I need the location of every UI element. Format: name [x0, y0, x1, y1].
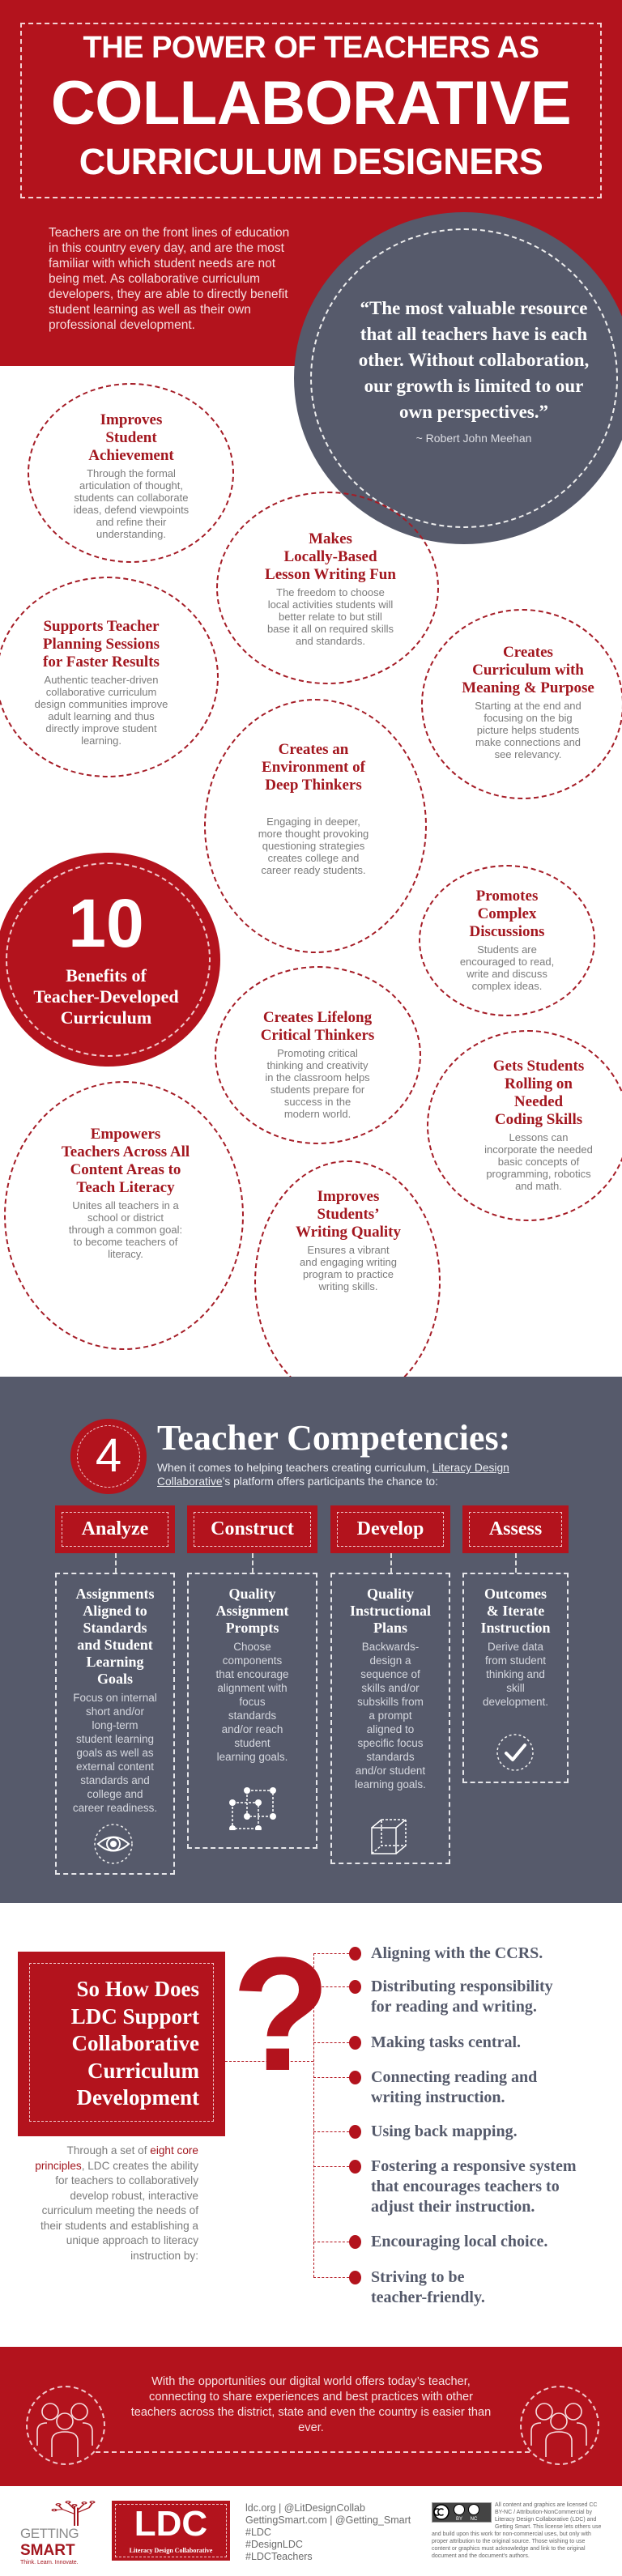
column-text: Choose components that encourage alignment with focus standards and/or reach student learning goals. [215, 1641, 289, 1763]
hashtag: #DesignLDC [245, 2539, 303, 2550]
bullet-dot-icon [349, 1980, 361, 1994]
benefit-title: Promotes Complex Discussions [469, 888, 545, 940]
intro-text: Teachers are on the front lines of education in this country every day, and are the most familiar with which student needs are not being met. As collaborative curriculum developers, they are able to directly benefit student learning as well as their own professional development. [49, 226, 290, 332]
intro-text: ’s platform offers participants the chance to: [222, 1475, 438, 1488]
footer-links [245, 2502, 411, 2563]
core-principles-highlight: eight core principles [35, 2144, 198, 2172]
column-text: Backwards- design a sequence of skills and/or subskills from a prompt aligned to specific focus standards and/or student learning goals. [355, 1641, 426, 1790]
competencies-number: 4 [95, 1429, 122, 1482]
logo-text: GETTING [20, 2526, 79, 2541]
network-icon [228, 1786, 276, 1830]
principles-vertical-line [313, 1953, 314, 2277]
benefit-coding-skills [425, 1058, 622, 1192]
benefit-text: Students are encouraged to read, write and discuss complex ideas. [459, 943, 555, 992]
bullet-dot-icon [349, 2271, 361, 2284]
title-line-2: COLLABORATIVE [50, 69, 572, 138]
logo-subtitle: Literacy Design Collaborative [129, 2547, 213, 2554]
benefit-text: Lessons can incorporate the needed basic concepts of programming, robotics and math. [484, 1131, 593, 1192]
bullet-dot-icon [349, 2036, 361, 2050]
tab-label: Analyze [62, 1512, 168, 1547]
connector-line [515, 1553, 517, 1573]
ldc-paragraph [24, 2144, 198, 2263]
principle-text: Distributing responsibility for reading and writing. [371, 1978, 553, 2016]
benefit-text: Authentic teacher-driven collaborative curriculum design communities improve adult learning and thus directly improve student learning. [34, 674, 168, 747]
ldc-logo[interactable] [112, 2501, 230, 2561]
banner-connector-line [96, 2451, 530, 2453]
benefit-title: Creates an Environment of Deep Thinkers [262, 741, 365, 794]
column-heading: Quality Assignment Prompts [215, 1586, 289, 1636]
cube-icon [370, 1818, 407, 1855]
banner-text: With the opportunities our digital world offers today’s teacher, connecting to share experiences and best practices with other teachers across the district, state and even the country is easier than ever. [130, 2375, 492, 2434]
cc-icon [432, 2503, 490, 2521]
connector-line [115, 1553, 117, 1573]
benefit-title: Gets Students Rolling on Needed Coding Skills [492, 1058, 585, 1128]
benefit-text: Ensures a vibrant and engaging writing program to practice writing skills. [300, 1244, 397, 1292]
intro-text: When it comes to helping teachers creating curriculum, [157, 1462, 432, 1474]
footer-link[interactable]: GettingSmart.com | @Getting_Smart [245, 2514, 411, 2526]
tab-construct [187, 1505, 317, 1553]
connector-line [313, 2166, 349, 2167]
column-heading: Assignments Aligned to Standards and Student Learning Goals [75, 1586, 155, 1687]
benefit-text: Through the formal articulation of thought, students can collaborate ideas, defend viewpoints and refine their understanding. [73, 467, 190, 540]
tree-icon [50, 2498, 99, 2526]
tab-label: Develop [337, 1512, 444, 1547]
benefit-title: Makes Locally-Based Lesson Writing Fun [265, 530, 396, 583]
benefit-critical-thinkers [204, 1009, 431, 1120]
quote-author: ~ Robert John Meehan [415, 432, 532, 445]
question-mark-icon: ? [232, 1924, 331, 2105]
footer-link[interactable]: ldc.org | @LitDesignCollab [245, 2502, 365, 2514]
benefit-text: Engaging in deeper, more thought provoking questioning strategies creates college and career ready students. [258, 815, 369, 876]
column-text: Focus on internal short and/or long-term student learning goals as well as external content standards and college and career readiness. [72, 1692, 158, 1814]
column-heading: Outcomes & Iterate Instruction [480, 1586, 551, 1636]
connector-line [313, 2131, 349, 2132]
tab-analyze [55, 1505, 175, 1553]
benefit-title: Supports Teacher Planning Sessions for Faster Results [42, 618, 160, 671]
getting-smart-logo[interactable] [18, 2498, 107, 2567]
benefit-writing-quality [235, 1188, 462, 1292]
connector-line [313, 2077, 349, 2078]
benefit-meaning-purpose [415, 644, 622, 760]
license-block [432, 2501, 603, 2560]
logo-tagline: Think. Learn. Innovate. [20, 2560, 79, 2565]
principle-text: Connecting reading and writing instruction. [371, 2068, 538, 2106]
bullet-dot-icon [349, 2071, 361, 2084]
connector-line [313, 2277, 349, 2278]
competencies-title: Teacher Competencies: [157, 1418, 511, 1458]
title-line-3: CURRICULUM DESIGNERS [79, 141, 543, 182]
cc-license-badge [432, 2502, 492, 2523]
logo-text: SMART [20, 2542, 75, 2559]
benefit-text: The freedom to choose local activities students will better relate to but still base it all on required skills and standards. [266, 586, 394, 647]
hashtag: #LDCTeachers [245, 2551, 313, 2562]
bullet-dot-icon [349, 2125, 361, 2139]
people-group-icon [26, 2386, 105, 2465]
benefit-text: Promoting critical thinking and creativity in the classroom helps students prepare for success in the modern world. [265, 1047, 370, 1120]
ldc-support-heading: So How Does LDC Support Collaborative Curriculum Development [70, 1977, 199, 2110]
ldc-link[interactable]: Literacy Design Collaborative [157, 1462, 509, 1488]
benefit-planning-sessions [0, 618, 215, 747]
checkmark-icon [496, 1733, 535, 1772]
column-text: Derive data from student thinking and skill development. [482, 1641, 549, 1708]
people-group-icon [520, 2386, 599, 2465]
benefit-deep-thinkers [200, 741, 427, 876]
title-frame [20, 23, 602, 198]
principle-text: Encouraging local choice. [371, 2233, 548, 2250]
benefit-title: Improves Student Achievement [88, 411, 174, 464]
quote-block [348, 296, 599, 445]
benefit-text: Unites all teachers in a school or district through a common goal: to become teachers of literacy. [68, 1199, 183, 1260]
paragraph-text: Through a set of [66, 2144, 151, 2157]
benefit-complex-discussions [394, 888, 620, 992]
column-heading: Quality Instructional Plans [349, 1586, 431, 1636]
connector-line [313, 2042, 349, 2043]
benefit-title: Creates Lifelong Critical Thinkers [260, 1009, 375, 1044]
title-line-1: THE POWER OF TEACHERS AS [83, 31, 539, 65]
connector-line [252, 1553, 253, 1573]
connector-line [390, 1553, 392, 1573]
competencies-number-badge [70, 1419, 147, 1494]
quote-text: “The most valuable resource that all teachers have is each other. Without collaboration, our growth is limited to our own perspectives.” [358, 298, 590, 422]
cc-nc-label: NC [470, 2517, 478, 2521]
hashtag: #LDC [245, 2527, 271, 2538]
paragraph-text: , LDC creates the ability for teachers to collaboratively develop robust, interactive curriculum meeting the needs of their students and establishing a unique approach to literacy instruction by: [40, 2159, 198, 2262]
badge-label: Benefits of Teacher-Developed Curriculum [33, 965, 179, 1028]
logo-text: LDC [134, 2504, 208, 2544]
principle-text: Fostering a responsive system that encourages teachers to adjust their instruction. [371, 2157, 577, 2216]
ldc-support-heading-box [18, 1952, 225, 2136]
badge-number: 10 [68, 885, 144, 961]
bullet-dot-icon [349, 2160, 361, 2174]
benefit-title: Empowers Teachers Across All Content Areas to Teach Literacy [61, 1126, 190, 1196]
connector-line [313, 1986, 349, 1987]
benefit-lesson-writing [217, 530, 444, 647]
principle-text: Using back mapping. [371, 2123, 518, 2140]
competencies-intro [157, 1461, 554, 1488]
benefit-title: Improves Students’ Writing Quality [295, 1188, 402, 1241]
bullet-dot-icon [349, 1947, 361, 1961]
principle-text: Aligning with the CCRS. [371, 1944, 543, 1962]
benefit-improves-achievement [18, 411, 245, 540]
benefit-text: Starting at the end and focusing on the big picture helps students make connections and see relevancy. [475, 700, 582, 760]
tab-assess [462, 1505, 569, 1553]
connector-line [313, 1953, 349, 1954]
cc-by-label: BY [455, 2517, 463, 2521]
principle-text: Striving to be teacher-friendly. [371, 2268, 485, 2306]
benefit-title: Creates Curriculum with Meaning & Purpose [462, 644, 594, 696]
benefit-teach-literacy [12, 1126, 239, 1260]
eye-icon [93, 1824, 134, 1864]
principle-text: Making tasks central. [371, 2033, 521, 2051]
bullet-dot-icon [349, 2235, 361, 2249]
license-text: All content and graphics are licensed CC BY-NC / Attribution-NonCommercial by Literacy Design Collaborative (LDC) and Getting Smart. This license lets others use and build upon this work for non-commercial uses, but only with proper attribution to the original source. Those wishing to use content or graphics must acknowledge and link to the original document and the document's authors. [432, 2502, 602, 2559]
tab-label: Construct [194, 1512, 311, 1547]
tab-develop [330, 1505, 450, 1553]
tab-label: Assess [469, 1512, 562, 1547]
